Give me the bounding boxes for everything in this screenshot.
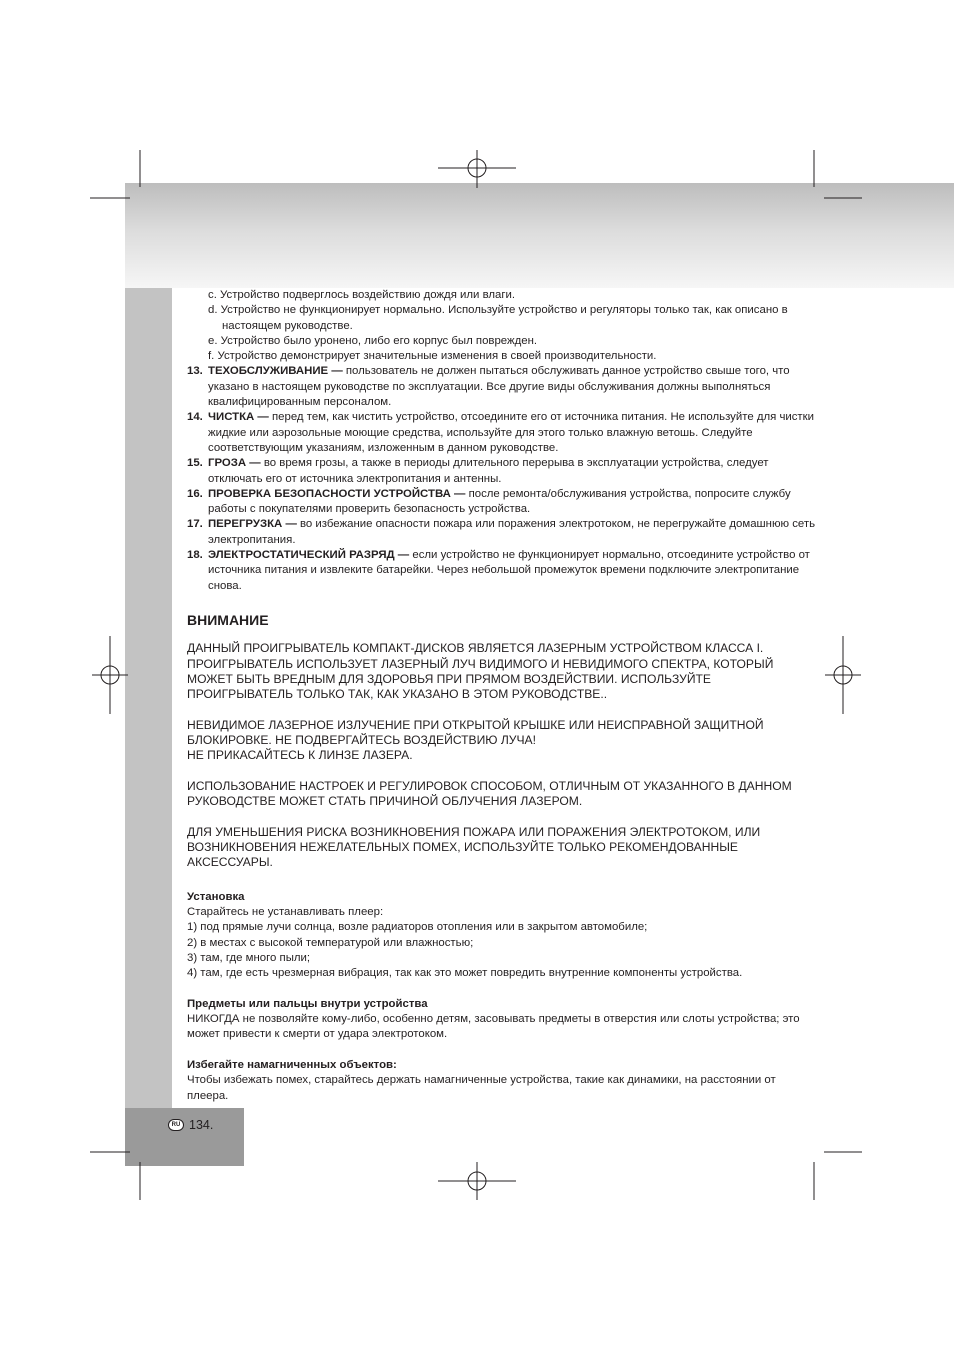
magnet-section: Избегайте намагниченных объектов: Чтобы избежать помех, старайтесь держать намагниченные устройства, такие как динамики, на расстоянии от плеера. xyxy=(187,1058,817,1104)
list-item: 16. ПРОВЕРКА БЕЗОПАСНОСТИ УСТРОЙСТВА — после ремонта/обслуживания устройства, попросите службу работы с покупателями проверить безопасность устройства. xyxy=(187,487,791,516)
main-content xyxy=(187,288,817,1119)
list-item: d. Устройство не функционирует нормально. Используйте устройство и регуляторы только так, как описано в настоящем руководстве. xyxy=(208,304,788,332)
warning-paragraph: НЕВИДИМОЕ ЛАЗЕРНОЕ ИЗЛУЧЕНИЕ ПРИ ОТКРЫТОЙ КРЫШКЕ ИЛИ НЕИСПРАВНОЙ ЗАЩИТНОЙ БЛОКИРОВКЕ. НЕ ПОДВЕРГАЙТЕСЬ ВОЗДЕЙСТВИЮ ЛУЧА! НЕ ПРИКАСАЙТЕСЬ К ЛИНЗЕ ЛАЗЕРА. xyxy=(187,717,764,763)
list-item: 17. ПЕРЕГРУЗКА — во избежание опасности пожара или поражения электротоком, не перегружайте домашнюю сеть электропитания. xyxy=(187,518,816,546)
sub-item-list xyxy=(187,288,817,364)
objects-section: Предметы или пальцы внутри устройства НИКОГДА не позволяйте кому-либо, особенно детям, засовывать предметы в отверстия или слоты устройства; это может привести к смерти от удара электротоком. xyxy=(187,997,817,1043)
install-section: Установка Старайтесь не устанавливать плеер: 1) под прямые лучи солнца, возле радиаторов отопления или в закрытом автомобиле; 2) в местах с высокой температурой или влажностью; 3) там, где много пыли; 4) там, где есть чрезмерная вибрация, так как это может повредить внутренние компоненты устройства. xyxy=(187,890,817,982)
list-item: 14. ЧИСТКА — перед тем, как чистить устройство, отсоедините его от источника питания. Не используйте для чистки жидкие или аэрозольные моющие средства, используйте для этого только влажную ветошь. Следуйте соответствующим указаниям, изложенным в данном руководстве. xyxy=(187,411,814,454)
section-heading: Избегайте намагниченных объектов: xyxy=(187,1058,397,1071)
numbered-list xyxy=(187,364,817,593)
section-heading: Установка xyxy=(187,890,245,903)
warning-paragraph: ДАННЫЙ ПРОИГРЫВАТЕЛЬ КОМПАКТ-ДИСКОВ ЯВЛЯЕТСЯ ЛАЗЕРНЫМ УСТРОЙСТВОМ КЛАССА I. ПРОИГРЫВАТЕЛЬ ИСПОЛЬЗУЕТ ЛАЗЕРНЫЙ ЛУЧ ВИДИМОГО И НЕВИДИМОГО СПЕКТРА, КОТОРЫЙ МОЖЕТ БЫТЬ ВРЕДНЫМ ДЛЯ ЗДОРОВЬЯ ПРИ ПРЯМОМ ВОЗДЕЙСТВИИ. ИСПОЛЬЗУЙТЕ ПРОИГРЫВАТЕЛЬ ТОЛЬКО ТАК, КАК УКАЗАНО В ЭТОМ РУКОВОДСТВЕ.. xyxy=(187,641,774,702)
warning-paragraph: ДЛЯ УМЕНЬШЕНИЯ РИСКА ВОЗНИКНОВЕНИЯ ПОЖАРА ИЛИ ПОРАЖЕНИЯ ЭЛЕКТРОТОКОМ, ИЛИ ВОЗНИКНОВЕНИЯ НЕЖЕЛАТЕЛЬНЫХ ПОМЕХ, ИСПОЛЬЗУЙТЕ ТОЛЬКО РЕКОМЕНДОВАННЫЕ АКСЕССУАРЫ. xyxy=(187,824,761,870)
warning-title: ВНИМАНИЕ xyxy=(187,611,269,628)
page-number: 134. xyxy=(189,1118,214,1132)
language-badge: RU xyxy=(168,1119,184,1131)
list-item: c. Устройство подверглось воздействию дождя или влаги. xyxy=(208,289,516,301)
list-item: 18. ЭЛЕКТРОСТАТИЧЕСКИЙ РАЗРЯД — если устройство не функционирует нормально, отсоедините устройство от источника питания и извлеките батарейки. Через небольшой промежуток времени подключите электропитание снова. xyxy=(187,549,810,592)
warning-paragraph: ИСПОЛЬЗОВАНИЕ НАСТРОЕК И РЕГУЛИРОВОК СПОСОБОМ, ОТЛИЧНЫМ ОТ УКАЗАННОГО В ДАННОМ РУКОВОДСТВЕ МОЖЕТ СТАТЬ ПРИЧИНОЙ ОБЛУЧЕНИЯ ЛАЗЕРОМ. xyxy=(187,778,792,809)
list-item: 13. ТЕХОБСЛУЖИВАНИЕ — пользователь не должен пытаться обслуживать данное устройство свыше того, что указано в настоящем руководстве по эксплуатации. Все другие виды обслуживания должны выполняться квалифицированным персоналом. xyxy=(187,365,790,409)
list-item: e. Устройство было уронено, либо его корпус был поврежден. xyxy=(208,334,538,347)
section-heading: Предметы или пальцы внутри устройства xyxy=(187,997,428,1010)
list-item: 15. ГРОЗА — во время грозы, а также в периоды длительного перерыва в эксплуатации устройства, следует отключать его от источника электропитания и антенны. xyxy=(187,457,769,485)
list-item: f. Устройство демонстрирует значительные изменения в своей производительности. xyxy=(208,350,657,363)
